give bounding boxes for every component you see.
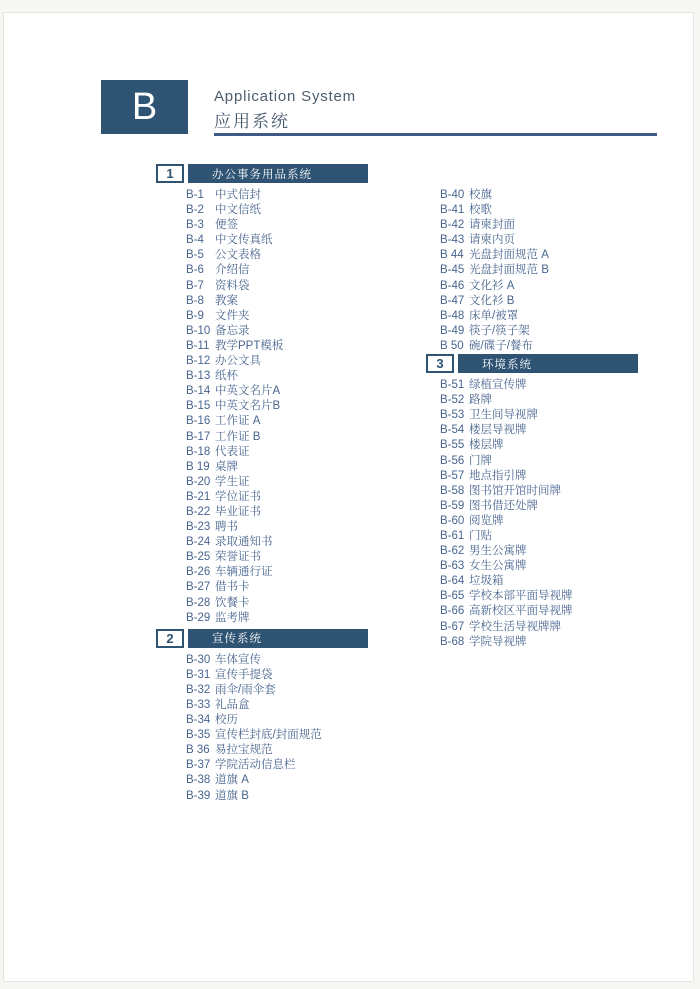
list-item	[156, 758, 391, 773]
item-code: B-3	[186, 219, 204, 232]
item-label: 中文信纸	[215, 204, 261, 217]
item-code: B 36	[186, 744, 210, 757]
list-item	[156, 460, 391, 475]
item-code: B 44	[440, 249, 464, 262]
list-item	[156, 668, 391, 683]
list-item	[156, 580, 391, 595]
item-code: B-35	[186, 729, 211, 742]
document-page	[3, 12, 694, 982]
item-code: B-59	[440, 499, 465, 512]
item-code: B-37	[186, 759, 211, 772]
item-label: 纸杯	[215, 370, 238, 383]
item-code: B-56	[440, 454, 465, 467]
item-label: 雨伞/雨伞套	[215, 683, 276, 696]
item-label: 车体宣传	[215, 653, 261, 666]
item-label: 请柬内页	[469, 234, 515, 247]
list-item	[426, 620, 666, 635]
item-label: 图书馆开馆时间牌	[469, 484, 561, 497]
item-code: B-24	[186, 536, 211, 549]
item-label: 工作证 B	[215, 430, 261, 443]
item-code: B-18	[186, 445, 211, 458]
list-item	[426, 188, 666, 203]
item-label: 车辆通行证	[215, 566, 273, 579]
item-label: 备忘录	[215, 324, 250, 337]
list-item	[156, 728, 391, 743]
item-label: 道旗 B	[215, 789, 249, 802]
item-label: 卫生间导视牌	[469, 409, 538, 422]
item-code: B-34	[186, 714, 211, 727]
item-code: B 19	[186, 460, 210, 473]
item-code: B-40	[440, 189, 465, 201]
list-item	[426, 203, 666, 218]
item-code: B-10	[186, 324, 211, 337]
item-label: 饮餐卡	[215, 596, 250, 609]
list-item	[156, 233, 391, 248]
item-label: 中英文名片B	[215, 400, 281, 413]
item-label: 工作证 A	[215, 415, 261, 428]
item-label: 校歌	[469, 204, 492, 217]
list-item	[426, 544, 666, 559]
item-label: 请柬封面	[469, 219, 515, 232]
item-label: 资料袋	[215, 279, 250, 292]
item-code: B-15	[186, 400, 211, 413]
item-code: B-52	[440, 394, 465, 407]
list-item	[156, 789, 391, 804]
item-code: B-16	[186, 415, 211, 428]
list-item	[156, 505, 391, 520]
list-item	[156, 611, 391, 626]
item-code: B-25	[186, 551, 211, 564]
list-item	[426, 324, 666, 339]
item-code: B-43	[440, 234, 465, 247]
item-code: B-60	[440, 514, 465, 527]
right-column	[426, 164, 666, 650]
item-label: 文化衫 A	[469, 279, 515, 292]
item-label: 中英文名片A	[215, 385, 281, 398]
item-label: 筷子/筷子架	[469, 324, 530, 337]
item-code: B 50	[440, 339, 464, 352]
list-item	[156, 698, 391, 713]
section-title-bar: 办公事务用品系统	[188, 164, 368, 183]
list-item	[156, 188, 391, 203]
list-item	[156, 520, 391, 535]
item-label: 毕业证书	[215, 505, 261, 518]
item-label: 图书借还处牌	[469, 499, 538, 512]
item-code: B-51	[440, 379, 465, 392]
item-code: B-63	[440, 560, 465, 573]
item-label: 门牌	[469, 454, 492, 467]
page-title-zh: 应用系统	[214, 112, 290, 131]
list-item	[156, 596, 391, 611]
list-item	[426, 294, 666, 309]
list-item	[156, 475, 391, 490]
list-item	[156, 430, 391, 445]
list-item	[156, 218, 391, 233]
item-code: B-66	[440, 605, 465, 618]
list-item	[156, 248, 391, 263]
section-header	[156, 164, 368, 183]
list-item	[156, 414, 391, 429]
item-code: B-57	[440, 469, 465, 482]
item-code: B-61	[440, 529, 465, 542]
item-code: B-41	[440, 204, 465, 217]
item-label: 门贴	[469, 529, 492, 542]
list-item	[426, 233, 666, 248]
item-label: 绿植宣传牌	[469, 379, 527, 392]
item-code: B-32	[186, 683, 211, 696]
item-label: 学校生活导视牌牌	[469, 620, 561, 633]
item-label: 监考牌	[215, 611, 250, 624]
section-number: 2	[156, 629, 184, 648]
list-item	[156, 263, 391, 278]
item-label: 女生公寓牌	[469, 560, 527, 573]
section-header	[156, 629, 368, 648]
item-code: B-1	[186, 189, 204, 201]
header-rule	[214, 133, 657, 136]
list-item	[156, 565, 391, 580]
item-code: B-38	[186, 774, 211, 787]
item-label: 学生证	[215, 475, 250, 488]
item-code: B-14	[186, 385, 211, 398]
item-label: 聘书	[215, 521, 238, 534]
item-label: 床单/被罩	[469, 309, 519, 322]
item-code: B-12	[186, 355, 211, 368]
item-label: 光盘封面规范 B	[469, 264, 549, 277]
item-code: B-30	[186, 653, 211, 666]
list-item	[426, 499, 666, 514]
list-item	[426, 559, 666, 574]
item-code: B-67	[440, 620, 465, 633]
item-code: B-4	[186, 234, 204, 247]
item-code: B-54	[440, 424, 465, 437]
list-item	[426, 454, 666, 469]
list-item	[156, 743, 391, 758]
list-item	[426, 469, 666, 484]
item-code: B-9	[186, 309, 204, 322]
item-code: B-5	[186, 249, 204, 262]
page-title-en: Application System	[214, 88, 356, 105]
section-title-bar: 宣传系统	[188, 629, 368, 648]
item-label: 学位证书	[215, 490, 261, 503]
item-code: B-62	[440, 545, 465, 558]
item-label: 荣誉证书	[215, 551, 261, 564]
item-code: B-26	[186, 566, 211, 579]
item-code: B-20	[186, 475, 211, 488]
list-item	[156, 203, 391, 218]
list-item	[156, 683, 391, 698]
item-code: B-2	[186, 204, 204, 217]
item-label: 道旗 A	[215, 774, 249, 787]
item-code: B-31	[186, 668, 211, 681]
item-label: 借书卡	[215, 581, 250, 594]
item-label: 高新校区平面导视牌	[469, 605, 573, 618]
list-item	[426, 378, 666, 393]
list-item	[156, 294, 391, 309]
item-label: 阅览牌	[469, 514, 504, 527]
item-code: B-68	[440, 635, 465, 648]
item-label: 桌牌	[215, 460, 238, 473]
item-code: B-49	[440, 324, 465, 337]
item-label: 垃圾箱	[469, 575, 504, 588]
list-item	[156, 339, 391, 354]
item-label: 文件夹	[215, 309, 250, 322]
item-code: B-39	[186, 789, 211, 802]
item-code: B-23	[186, 521, 211, 534]
list-item	[426, 423, 666, 438]
list-item	[426, 339, 666, 354]
item-label: 易拉宝规范	[215, 744, 273, 757]
item-label: 光盘封面规范 A	[469, 249, 549, 262]
item-label: 校旗	[469, 189, 492, 201]
item-code: B-47	[440, 294, 465, 307]
list-item	[156, 279, 391, 294]
list-item	[156, 354, 391, 369]
item-label: 介绍信	[215, 264, 250, 277]
item-label: 学院活动信息栏	[215, 759, 296, 772]
list-item	[426, 529, 666, 544]
item-code: B-28	[186, 596, 211, 609]
list-item	[156, 535, 391, 550]
item-label: 教学PPT模板	[215, 339, 284, 352]
list-item	[426, 393, 666, 408]
list-item	[156, 309, 391, 324]
list-item	[426, 279, 666, 294]
item-label: 宣传手提袋	[215, 668, 273, 681]
item-label: 地点指引牌	[469, 469, 527, 482]
item-label: 路牌	[469, 394, 492, 407]
item-label: 碗/碟子/餐布	[469, 339, 533, 352]
item-label: 便签	[215, 219, 238, 232]
list-item	[426, 589, 666, 604]
item-label: 教案	[215, 294, 238, 307]
item-label: 男生公寓牌	[469, 545, 527, 558]
list-item	[426, 484, 666, 499]
list-item	[426, 309, 666, 324]
list-item	[426, 604, 666, 619]
section-letter: B	[131, 85, 158, 128]
item-code: B-58	[440, 484, 465, 497]
list-item	[156, 324, 391, 339]
list-item	[156, 653, 391, 668]
section-header	[426, 354, 638, 373]
item-label: 办公文具	[215, 355, 261, 368]
left-column	[156, 164, 391, 804]
item-code: B-8	[186, 294, 204, 307]
item-code: B-65	[440, 590, 465, 603]
item-label: 公文表格	[215, 249, 261, 262]
list-item	[156, 773, 391, 788]
list-item	[426, 218, 666, 233]
list-item	[156, 369, 391, 384]
list-item	[156, 713, 391, 728]
item-code: B-21	[186, 490, 211, 503]
item-code: B-13	[186, 370, 211, 383]
item-code: B-46	[440, 279, 465, 292]
item-label: 录取通知书	[215, 536, 273, 549]
item-code: B-48	[440, 309, 465, 322]
list-item	[426, 438, 666, 453]
list-item	[426, 514, 666, 529]
list-item	[426, 263, 666, 278]
section-number: 1	[156, 164, 184, 183]
item-label: 学院导视牌	[469, 635, 527, 648]
list-item	[426, 248, 666, 263]
list-item	[156, 490, 391, 505]
item-code: B-27	[186, 581, 211, 594]
item-label: 楼层牌	[469, 439, 504, 452]
section-number: 3	[426, 354, 454, 373]
item-label: 校历	[215, 714, 238, 727]
list-item	[426, 408, 666, 423]
item-code: B-64	[440, 575, 465, 588]
item-code: B-55	[440, 439, 465, 452]
item-label: 楼层导视牌	[469, 424, 527, 437]
list-item	[426, 635, 666, 650]
list-item	[156, 445, 391, 460]
item-label: 文化衫 B	[469, 294, 515, 307]
list-item	[156, 550, 391, 565]
item-code: B-7	[186, 279, 204, 292]
item-label: 中文传真纸	[215, 234, 273, 247]
item-code: B-53	[440, 409, 465, 422]
section-letter-box	[101, 80, 188, 134]
item-code: B-29	[186, 611, 211, 624]
item-label: 学校本部平面导视牌	[469, 590, 573, 603]
section-title-bar: 环境系统	[458, 354, 638, 373]
list-item	[156, 384, 391, 399]
item-code: B-11	[186, 339, 210, 352]
item-code: B-17	[186, 430, 211, 443]
item-code: B-6	[186, 264, 204, 277]
item-label: 礼品盒	[215, 699, 250, 711]
item-label: 中式信封	[215, 189, 261, 201]
item-code: B-42	[440, 219, 465, 232]
item-code: B-33	[186, 699, 211, 711]
list-item	[426, 574, 666, 589]
item-label: 宣传栏封底/封面规范	[215, 729, 322, 742]
list-item	[156, 399, 391, 414]
item-code: B-22	[186, 505, 211, 518]
item-code: B-45	[440, 264, 465, 277]
item-label: 代表证	[215, 445, 250, 458]
